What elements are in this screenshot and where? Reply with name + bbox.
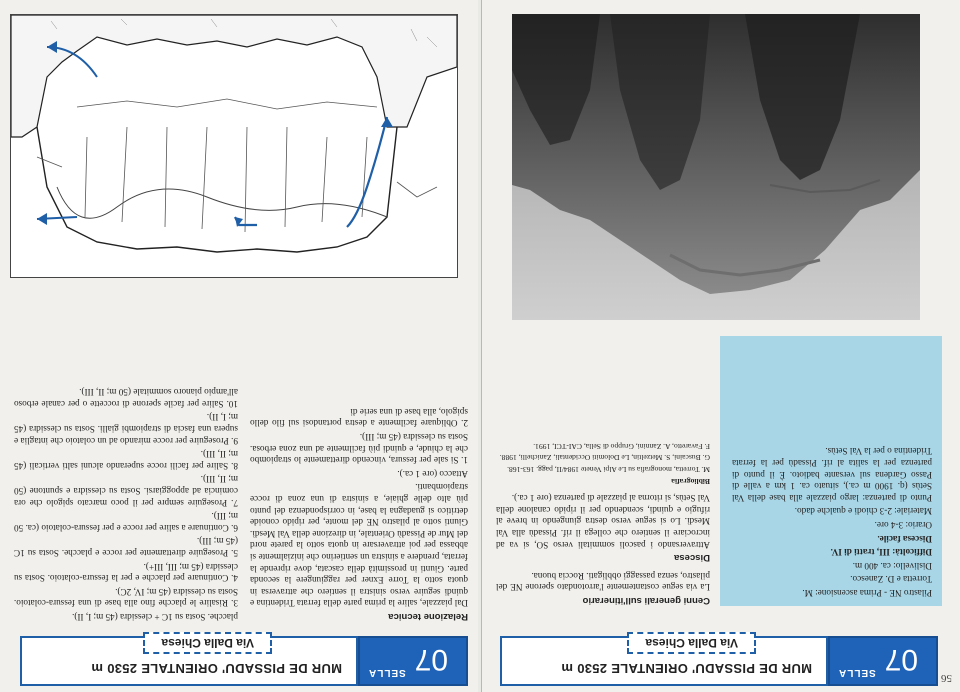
route-info-text [732, 443, 932, 598]
title-box [500, 636, 828, 686]
general-notes-column [496, 439, 710, 606]
difficulty: Difficoltà: III, tratti di IV. [830, 547, 932, 558]
general-notes-text: La via segue costantemente l'arrotondato sperone NE del pilastro, senza passaggi obbligati. Roccia buona. [496, 570, 710, 593]
left-page [481, 0, 960, 692]
route-topo-image [11, 15, 457, 277]
mountain-photo-image [512, 14, 920, 320]
section-label: SELLA [368, 667, 406, 678]
route-subtitle: Via Dalla Chiesa [144, 632, 273, 654]
route-subtitle: Via Dalla Chiesa [628, 632, 757, 654]
pitch-description: 8. Salire per facili rocce superando alcuni salti verticali (45 m; II, III). [14, 449, 238, 471]
bibliography-heading: Bibliografia [671, 476, 710, 486]
info-line: Materiale: 2-3 chiodi e qualche dado. [794, 506, 932, 517]
route-number-badge [358, 636, 468, 686]
bibliography-entry: F. Favaretto, A. Zannini, Gruppo di Sella, CAI-TCI, 1991. [533, 441, 710, 451]
pitch-description: 4. Continuare per placche e per la fessura-colatoio. Sosta su clessidra (45 m; III, III+). [14, 561, 238, 584]
route-number-badge [828, 636, 938, 686]
pitch-description: placche. Sosta su 1C + clessidra (45 m; I, II). [72, 612, 238, 622]
technical-column-2 [14, 384, 238, 622]
info-line: Pilastro NE - Prima ascensione: M. [802, 588, 932, 598]
route-number: 07 [414, 643, 448, 676]
info-line: Dislivello: ca. 400 m. [852, 560, 932, 571]
route-number: 07 [884, 643, 918, 676]
pitch-description: 10. Salire per facile sperone di roccette o per canale erboso all'ampio pianoro sommitale (50 m; II, III). [14, 387, 238, 409]
technical-paragraph: Dal piazzale, salire la prima parte della ferrata Tridentina e quindi seguire verso sinistra il sentiero che attraversa in quota sotto la Torre Exner per raggiungere la seconda parte. Giunti in prossimità della cascata, dove riprende la ferrata, prendere a sinistra un sentierino che inizialmente si abbassa per poi attraversare in quota sotto la parete nord del Mur de Pissadù Orientale, in direzione della Val Mesdì. Giunti sotto al pilastro NE del monte, per ripido conoide detritico si guadagna la base, in corrispondenza del punto più alto delle ghiaie, a sinistra di una zona di rocce strapiombanti. [250, 482, 468, 609]
technical-paragraph: 2. Obliquare facilmente a destra portandosi sul filo dello spigolo, alla base di una serie di [250, 406, 468, 429]
info-line: Orario: 3-4 ore. [874, 520, 932, 531]
route-header [20, 636, 468, 686]
pitch-description: 6. Continuare a salire per rocce e per fessura-colatoio (ca. 50 m; III). [14, 511, 238, 533]
descent-grade: Discesa facile. [877, 533, 932, 544]
pitch-description: 5. Proseguire direttamente per rocce e placche. Sosta su 1C (45 m; III). [14, 536, 238, 559]
descent-heading: Discesa [674, 552, 710, 564]
route-info-box [720, 336, 942, 606]
pitch-description: 9. Proseguire per rocce mirando ad un colatoio che intaglia e supera una fascia di strapiombi gialli. Sosta su clessidra (45 m; I, II). [14, 412, 238, 446]
mountain-photo [512, 14, 920, 320]
right-page [0, 0, 478, 692]
title-box [20, 636, 358, 686]
technical-column-1 [250, 403, 468, 622]
technical-heading: Relazione tecnica [388, 611, 468, 622]
info-line: Punto di partenza: largo piazzale alla base della Val Setùs (q. 1900 m ca.), situato ca. 1 km a valle di Passo Gardena sul versante badioto. È il punto di partenza per la salita al rif. Pissadù per la ferrata Tridentina o per la Val Setùs. [732, 446, 932, 503]
bibliography-entry: G. Buscaini, S. Metzeltin, Le Dolomiti Occidentali, Zanichelli, 1988. [499, 453, 710, 463]
page-number: 56 [941, 672, 952, 684]
general-notes-heading: Cenni generali sull'itinerario [582, 595, 710, 606]
bibliography-entry: M. Torretta, monografia su Le Alpi Venete 1984/II, pagg. 163-168. [507, 465, 710, 475]
technical-paragraph: 1. Si sale per fessura, vincendo direttamente lo strapiombo che la chiude, e quindi più facilmente ad una zona erbosa. Sosta su clessidra (45 m; III). [250, 432, 468, 466]
route-header [500, 636, 938, 686]
section-label: SELLA [838, 667, 876, 678]
info-line: Torretta e D. Zanesco. [850, 574, 932, 585]
technical-paragraph: Attacco (ore 1 ca.). [397, 468, 468, 479]
descent-text: Attraversando i pascoli sommitali verso SO, si va ad incrociare il sentiero che collega il rif. Pissadù alla Val Mesdì. Lo si segue verso destra giungendo in breve al rifugio e quindi, scendendo per il ripido canalone della Val Setùs, si ritorna al piazzale di partenza (ore 1 ca.). [496, 493, 710, 550]
pitch-description: 3. Risalire le placche fino alla base di una fessura-colatoio. Sosta su clessidra (45 m; IV, 2C). [14, 586, 238, 609]
route-title: MUR DE PISSADU' ORIENTALE 2530 m [561, 661, 812, 676]
bibliography [496, 441, 710, 485]
route-title: MUR DE PISSADU' ORIENTALE 2530 m [91, 661, 342, 676]
pitch-description: 7. Proseguire sempre per il poco marcato spigolo che ora comincia ad appoggiarsi. Sosta su clessidra e spuntone (50 m; II, III). [14, 474, 238, 508]
route-topo-drawing [10, 14, 458, 278]
